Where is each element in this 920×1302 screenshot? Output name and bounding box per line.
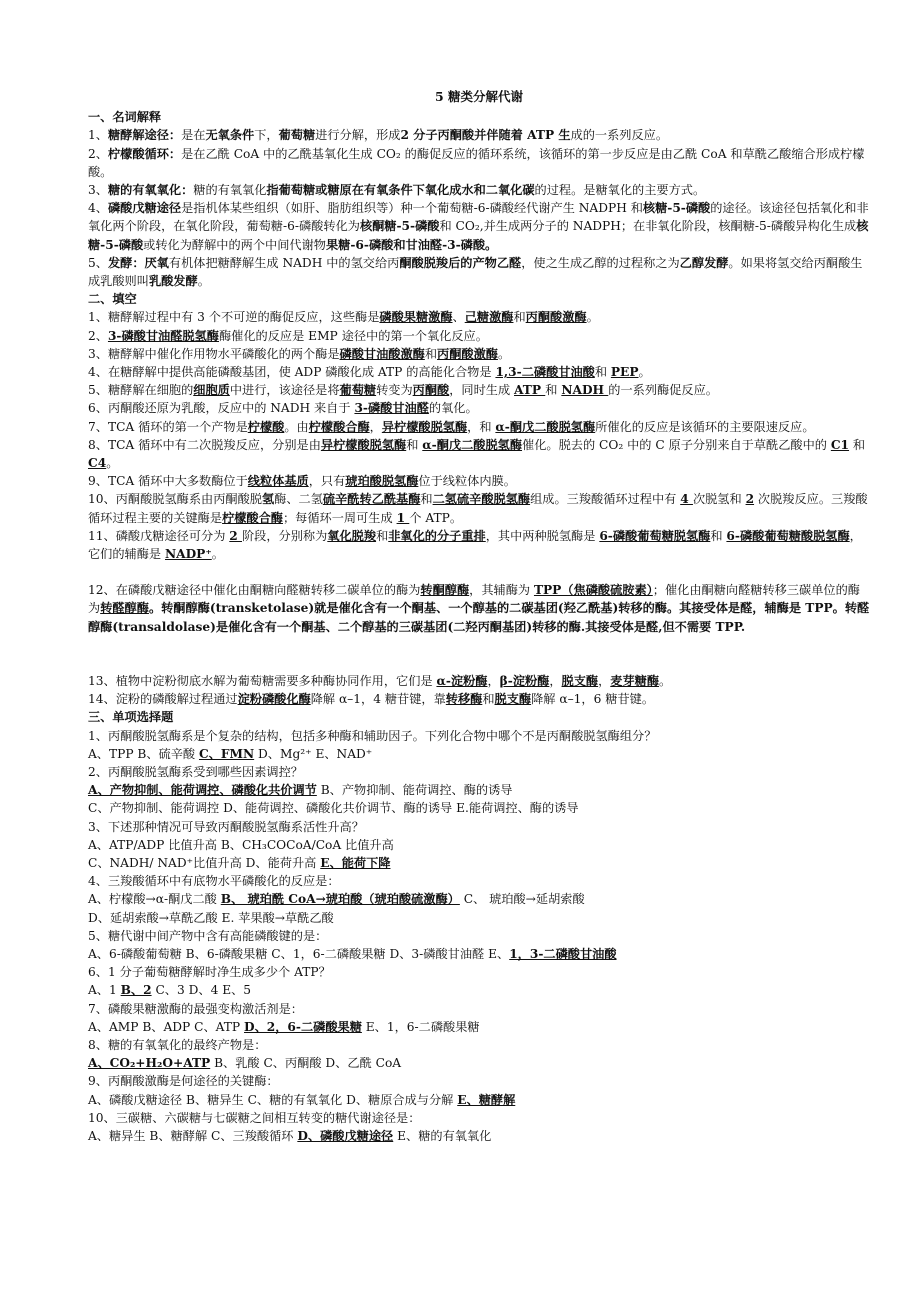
fill-in-item bbox=[88, 472, 870, 490]
text-run: 13、植物中淀粉彻底水解为葡萄糖需要多种酶协同作用，它们是 bbox=[88, 673, 437, 688]
answer-text: B、 琥珀酰 CoA→琥珀酸（琥珀酸硫激酶） bbox=[220, 892, 460, 907]
text-run: ，同时生成 bbox=[449, 383, 515, 398]
text-run: 有机体把糖酵解生成 NADH 中的氢交给丙 bbox=[168, 255, 400, 270]
answer-text: 丙酮酸激酶 bbox=[437, 346, 498, 361]
choice-line bbox=[88, 890, 870, 908]
text-run: 个 ATP。 bbox=[409, 510, 463, 525]
text-run: 和 CO₂,并生成两分子的 NADPH；在非氧化阶段，核酮糖-5-磷酸异构化生成 bbox=[439, 219, 857, 234]
choice-line bbox=[88, 1127, 870, 1145]
answer-text: 1，3-二磷酸甘油酸 bbox=[509, 946, 617, 961]
text-run: A、柠檬酸→α-酮戊二酸 bbox=[88, 892, 221, 907]
choice-line bbox=[88, 1018, 870, 1036]
text-run: B、乳酸 C、丙酮酸 D、乙酰 CoA bbox=[210, 1056, 402, 1071]
text-run: ，其辅酶为 bbox=[469, 583, 534, 598]
choice-line bbox=[88, 727, 870, 745]
definitions-list bbox=[88, 126, 870, 290]
text-run: 3、下述那种情况可导致丙酮酸脱氢酶系活性升高？ bbox=[88, 819, 364, 834]
answer-text: PEP bbox=[610, 365, 639, 380]
text-run: C、3 D、4 E、5 bbox=[151, 983, 252, 998]
answer-text: C、FMN bbox=[198, 746, 255, 761]
answer-text: C1 bbox=[830, 437, 850, 452]
text-run: A、糖异生 B、糖酵解 C、三羧酸循环 bbox=[88, 1128, 298, 1143]
answer-text: 1 bbox=[396, 510, 410, 525]
text-run: 进行分解，形成 bbox=[315, 128, 401, 143]
bold-text: 柠檬酸循环： bbox=[107, 146, 182, 161]
text-run: C、NADH/ NAD⁺比值升高 D、能荷升高 bbox=[88, 855, 321, 870]
choice-line bbox=[88, 1036, 870, 1054]
answer-text: 6-磷酸葡萄糖酸脱氢酶 bbox=[726, 528, 850, 543]
text-run: 。 bbox=[211, 547, 224, 562]
text-run: D、Mg²⁺ E、NAD⁺ bbox=[254, 746, 373, 761]
text-run: D、延胡索酸→草酰乙酸 E. 苹果酸→草酰乙酸 bbox=[88, 910, 334, 925]
answer-text: NADH bbox=[561, 383, 609, 398]
text-run: ，使之生成乙醇的过程称之为 bbox=[521, 255, 680, 270]
text-run: 阶段，分别称为 bbox=[242, 528, 328, 543]
bold-text: 糖的有氧氧化： bbox=[107, 183, 194, 198]
answer-text: β-淀粉酶 bbox=[499, 673, 550, 688]
text-run: ， bbox=[487, 673, 500, 688]
text-run: 催化。脱去的 CO₂ 中的 C 原子分别来自于草酰乙酸中的 bbox=[522, 437, 831, 452]
fill-in-item bbox=[88, 363, 870, 381]
text-run: 。由 bbox=[284, 419, 309, 434]
answer-text: 淀粉磷酸化酶 bbox=[237, 692, 311, 707]
answer-text: B、2 bbox=[120, 983, 152, 998]
definition-item bbox=[88, 199, 870, 254]
text-run: 中进行，该途径是将 bbox=[229, 383, 340, 398]
text-run: 次脱氢和 bbox=[692, 492, 746, 507]
definition-item bbox=[88, 126, 870, 144]
text-run: 2、 bbox=[88, 328, 108, 343]
bold-text: 核糖-5-磷酸 bbox=[642, 201, 711, 216]
bold-text: 糖酵解途径： bbox=[107, 128, 182, 143]
answer-text: 4 bbox=[680, 492, 693, 507]
answer-text: 丙酮酸 bbox=[412, 383, 450, 398]
bold-text: 。转酮醇酶(transketolase)就是催化含有一个酮基、一个醇基的二碳基团(羟乙酰基)转移的酶。其接受体是醛，辅酶是 TPP。转醛醇酶(transaldolase)是催化含有一个酮基、二个醇基的三碳基团(二羟丙酮基团)转移的酶.其接受体是醛,但不需要 TPP. bbox=[88, 601, 870, 634]
text-run: 8、TCA 循环中有二次脱羧反应，分别是由 bbox=[88, 437, 321, 452]
text-run: E、1，6-二磷酸果糖 bbox=[361, 1019, 480, 1034]
text-run: A、6-磷酸葡萄糖 B、6-磷酸果糖 C、1，6-二磷酸果糖 D、3-磷酸甘油醛 E、 bbox=[88, 946, 510, 961]
answer-text: 异柠檬酸脱氢酶 bbox=[381, 419, 468, 434]
text-run: 1、糖酵解过程中有 3 个不可逆的酶促反应，这些酶是 bbox=[88, 310, 380, 325]
text-run: C、产物抑制、能荷调控 D、能荷调控、磷酸化共价调节、酶的诱导 E.能荷调控、酶的诱导 bbox=[88, 801, 579, 816]
fill-in-item bbox=[88, 381, 870, 399]
choice-line bbox=[88, 1109, 870, 1127]
text-run: 5、糖代谢中间产物中含有高能磷酸键的是： bbox=[88, 928, 328, 943]
text-run: A、AMP B、ADP C、ATP bbox=[88, 1019, 244, 1034]
text-run: 5、 bbox=[88, 255, 108, 270]
answer-text: α-酮戊二酸脱氢酶 bbox=[495, 419, 596, 434]
text-run: 11、磷酸戊糖途径可分为 bbox=[88, 528, 230, 543]
text-run: 9、TCA 循环中大多数酶位于 bbox=[88, 474, 248, 489]
answer-text: 2 bbox=[745, 492, 755, 507]
choice-line bbox=[88, 1072, 870, 1090]
choice-line bbox=[88, 763, 870, 781]
text-run: A、磷酸戊糖途径 B、糖异生 C、糖的有氧氧化 D、糖原合成与分解 bbox=[88, 1092, 458, 1107]
answer-text: 转醛醇酶 bbox=[100, 601, 149, 616]
answer-text: 转移酶 bbox=[445, 692, 483, 707]
choice-line bbox=[88, 981, 870, 999]
section-heading-fill-in: 二、填空 bbox=[88, 292, 137, 307]
answer-text: D、磷酸戊糖途径 bbox=[297, 1128, 394, 1143]
fill-in-item bbox=[88, 581, 870, 636]
text-run: B、产物抑制、能荷调控、酶的诱导 bbox=[316, 783, 513, 798]
answer-text: 麦芽糖酶 bbox=[610, 673, 660, 688]
answer-text: 线粒体基质 bbox=[247, 474, 309, 489]
bold-text: 2 分子丙酮酸并伴随着 ATP 生 bbox=[400, 128, 571, 143]
definition-item bbox=[88, 145, 870, 181]
choice-line bbox=[88, 1054, 870, 1072]
text-run: 。如果将氢交给丙酮酸生成乳酸则叫 bbox=[88, 255, 863, 289]
fill-in-item bbox=[88, 672, 870, 690]
text-run: 。 bbox=[638, 365, 651, 380]
text-run: 10、丙酮酸脱氢酶系由丙酮酸脱 bbox=[88, 492, 262, 507]
text-run: 是指机体某些组织（如肝、脂肪组织等）种一个葡萄糖-6-磷酸经代谢产生 NADPH 和 bbox=[181, 201, 643, 216]
text-run: 转变为 bbox=[376, 383, 413, 398]
text-run: A、TPP B、硫辛酸 bbox=[88, 746, 199, 761]
fill-in-item bbox=[88, 527, 870, 563]
choice-line bbox=[88, 945, 870, 963]
answer-text: 丙酮酸激酶 bbox=[525, 310, 587, 325]
text-run: 1、丙酮酸脱氢酶系是个复杂的结构，包括多种酶和辅助因子。下列化合物中哪个不是丙酮酸脱氢酶组分？ bbox=[88, 728, 657, 743]
text-run: 和 bbox=[482, 692, 495, 707]
text-run: 3、 bbox=[88, 183, 108, 198]
text-run: 。 bbox=[659, 673, 672, 688]
answer-text: 非氧化的分子重排 bbox=[388, 528, 486, 543]
text-run: ；催化由酮糖向醛糖转移三碳单位的酶为 bbox=[88, 583, 860, 616]
text-run: 的途径。该途径包括氧化和非氧化两个阶段，在氧化阶段，葡萄糖-6-磷酸转化为 bbox=[88, 201, 869, 234]
text-run: 6、丙酮酸还原为乳酸，反应中的 NADH 来自于 bbox=[88, 401, 355, 416]
bold-text: 氢 bbox=[261, 492, 275, 507]
bold-text: 无氧条件 bbox=[205, 128, 255, 143]
text-run: 降解 α–1，4 糖苷键，靠 bbox=[310, 692, 446, 707]
text-run: 8、糖的有氧氧化的最终产物是： bbox=[88, 1037, 267, 1052]
text-run: ， bbox=[369, 419, 382, 434]
text-run: 是在 bbox=[181, 128, 206, 143]
bold-text: 核糖-5-磷酸 bbox=[88, 219, 869, 252]
text-run: 糖的有氧氧化 bbox=[193, 183, 267, 198]
text-run: 。 bbox=[197, 274, 210, 289]
choice-question-list bbox=[88, 727, 870, 1146]
text-run: A、ATP/ADP 比值升高 B、CH₃COCoA/CoA 比值升高 bbox=[88, 837, 394, 852]
text-run: 5、糖酵解在细胞的 bbox=[88, 383, 194, 398]
text-run: 9、丙酮酸激酶是何途径的关键酶： bbox=[88, 1074, 279, 1089]
text-run: 酶催化的反应是 EMP 途径中的第一个氧化反应。 bbox=[219, 328, 488, 343]
choice-line bbox=[88, 872, 870, 890]
fill-in-item bbox=[88, 399, 870, 417]
answer-text: 磷酸果糖激酶 bbox=[379, 310, 453, 325]
fill-in-list bbox=[88, 308, 870, 708]
answer-text: A、产物抑制、能荷调控、磷酸化共价调节 bbox=[88, 783, 317, 798]
text-run: 和 bbox=[710, 528, 727, 543]
text-run: 4、 bbox=[88, 201, 108, 216]
text-run: 下， bbox=[254, 128, 279, 143]
bold-text: 指葡萄糖或糖原在有氧条件下氧化成水和二氧化碳 bbox=[266, 183, 535, 198]
definition-item bbox=[88, 254, 870, 290]
text-run: 。 bbox=[106, 456, 119, 471]
choice-line bbox=[88, 1000, 870, 1018]
answer-text: 硫辛酰转乙酰基酶 bbox=[322, 492, 421, 507]
text-run: 和 bbox=[545, 383, 562, 398]
bold-text: 乙醇发酵 bbox=[679, 255, 729, 270]
text-run: 降解 α–1，6 糖苷键。 bbox=[531, 692, 655, 707]
answer-text: A、CO₂+H₂O+ATP bbox=[88, 1056, 211, 1071]
answer-text: C4 bbox=[88, 456, 107, 471]
answer-text: 2 bbox=[229, 528, 242, 543]
text-run: 是在乙酰 CoA 中的乙酰基氧化生成 CO₂ 的酶促反应的循环系统，该循环的第一步反应是由乙酰 CoA 和草酰乙酸缩合形成柠檬酸。 bbox=[88, 146, 865, 179]
answer-text: 葡萄糖 bbox=[339, 383, 377, 398]
text-run: 14、淀粉的磷酸解过程通过 bbox=[88, 692, 238, 707]
answer-text: ATP bbox=[514, 383, 546, 398]
text-run: 和 bbox=[424, 346, 438, 361]
answer-text: α-淀粉酶 bbox=[436, 673, 488, 688]
choice-line bbox=[88, 927, 870, 945]
text-run: 、 bbox=[452, 310, 465, 325]
answer-text: TPP（焦磷酸硫胺素） bbox=[533, 583, 653, 598]
text-run: ， bbox=[549, 673, 562, 688]
bold-text: 磷酸戊糖途径 bbox=[107, 201, 182, 216]
text-run: 的一系列酶促反应。 bbox=[608, 383, 718, 398]
text-run: ，和 bbox=[467, 419, 496, 434]
answer-text: 磷酸甘油酸激酶 bbox=[339, 346, 425, 361]
text-run: C、 琥珀酸→延胡索酸 bbox=[459, 892, 585, 907]
answer-text: D、2，6-二磷酸果糖 bbox=[244, 1019, 362, 1034]
text-run: 2、丙酮酸脱氢酶系受到哪些因素调控？ bbox=[88, 764, 303, 779]
answer-text: 转酮醇酶 bbox=[420, 583, 470, 598]
answer-text: 琥珀酸脱氢酶 bbox=[345, 474, 419, 489]
bold-text: 果糖-6-磷酸和甘油醛-3-磷酸。 bbox=[325, 237, 498, 252]
text-run: 或转化为酵解中的两个中间代谢物 bbox=[143, 237, 326, 252]
text-run: 酶、二氢 bbox=[274, 492, 323, 507]
text-run: 7、磷酸果糖激酶的最强变构激活剂是： bbox=[88, 1001, 303, 1016]
text-run: 和 bbox=[376, 528, 389, 543]
choice-line bbox=[88, 781, 870, 799]
spacer bbox=[88, 563, 870, 581]
answer-text: 二氢硫辛酸脱氢酶 bbox=[432, 492, 531, 507]
bold-text: 葡萄糖 bbox=[278, 128, 316, 143]
text-run: ，其中两种脱氢酶是 bbox=[485, 528, 600, 543]
answer-text: 细胞质 bbox=[193, 383, 230, 398]
text-run: A、1 bbox=[88, 983, 121, 998]
text-run: 次脱羧反应。三羧酸循环过程主要的关键酶是 bbox=[88, 492, 868, 525]
choice-line bbox=[88, 836, 870, 854]
text-run: 4、在糖酵解中提供高能磷酸基团，使 ADP 磷酸化成 ATP 的高能化合物是 bbox=[88, 365, 496, 380]
bold-text: 核酮糖-5-磷酸 bbox=[359, 219, 440, 234]
fill-in-item bbox=[88, 345, 870, 363]
choice-line bbox=[88, 854, 870, 872]
text-run: 和 bbox=[594, 365, 611, 380]
answer-text: 3-磷酸甘油醛 bbox=[354, 401, 429, 416]
choice-line bbox=[88, 745, 870, 763]
answer-text: E、能荷下降 bbox=[320, 855, 391, 870]
text-run: 和 bbox=[513, 310, 526, 325]
answer-text: NADP⁺ bbox=[165, 547, 212, 562]
text-run: 所催化的反应是该循环的主要限速反应。 bbox=[595, 419, 815, 434]
choice-line bbox=[88, 909, 870, 927]
page-title: 5 糖类分解代谢 bbox=[434, 89, 524, 104]
section-heading-choice: 三、单项选择题 bbox=[88, 710, 174, 725]
text-run: 。 bbox=[586, 310, 599, 325]
fill-in-item bbox=[88, 436, 870, 472]
text-run: 成的一系列反应。 bbox=[570, 128, 669, 143]
answer-text: 1,3-二磷酸甘油酸 bbox=[495, 365, 595, 380]
text-run: ，只有 bbox=[308, 474, 346, 489]
text-run: 6、1 分子葡萄糖酵解时净生成多少个 ATP？ bbox=[88, 965, 331, 980]
answer-text: 柠檬酸合酶 bbox=[222, 510, 283, 525]
text-run: 4、三羧酸循环中有底物水平磷酸化的反应是： bbox=[88, 874, 340, 889]
answer-text: 异柠檬酸脱氢酶 bbox=[320, 437, 407, 452]
answer-text: E、糖酵解 bbox=[457, 1092, 516, 1107]
answer-text: 6-磷酸葡萄糖脱氢酶 bbox=[599, 528, 711, 543]
text-run: ，它们的辅酶是 bbox=[88, 528, 862, 562]
fill-in-item bbox=[88, 690, 870, 708]
choice-line bbox=[88, 963, 870, 981]
answer-text: 柠檬酸合酶 bbox=[308, 419, 370, 434]
text-run: 12、在磷酸戊糖途径中催化由酮糖向醛糖转移二碳单位的酶为 bbox=[88, 583, 421, 598]
text-run: 组成。三羧酸循环过程中有 bbox=[530, 492, 681, 507]
text-run: 和 bbox=[849, 437, 866, 452]
text-run: 的过程。是糖氧化的主要方式。 bbox=[534, 183, 706, 198]
text-run: E、糖的有氧氧化 bbox=[393, 1128, 492, 1143]
choice-line bbox=[88, 799, 870, 817]
answer-text: 脱支酶 bbox=[494, 692, 532, 707]
bold-text: 酮酸脱羧后的产物乙醛 bbox=[399, 255, 522, 270]
fill-in-item bbox=[88, 490, 870, 526]
answer-text: 脱支酶 bbox=[561, 673, 599, 688]
fill-in-item bbox=[88, 308, 870, 326]
answer-text: 3-磷酸甘油醛脱氢酶 bbox=[107, 328, 219, 343]
text-run: 和 bbox=[420, 492, 433, 507]
choice-line bbox=[88, 818, 870, 836]
answer-text: α-酮戊二酸脱氢酶 bbox=[422, 437, 523, 452]
text-run: 的氧化。 bbox=[428, 401, 478, 416]
text-run: 。 bbox=[497, 346, 511, 361]
answer-text: 己糖激酶 bbox=[464, 310, 514, 325]
text-run: 位于线粒体内膜。 bbox=[418, 474, 516, 489]
spacer bbox=[88, 636, 870, 672]
section-heading-definitions: 一、名词解释 bbox=[88, 110, 162, 125]
bold-text: 发酵：厌氧 bbox=[107, 255, 169, 270]
choice-line bbox=[88, 1091, 870, 1109]
definition-item bbox=[88, 181, 870, 199]
fill-in-item bbox=[88, 418, 870, 436]
text-run: 10、三碳糖、六碳糖与七碳糖之间相互转变的糖代谢途径是： bbox=[88, 1110, 421, 1125]
text-run: 和 bbox=[406, 437, 423, 452]
text-run: ， bbox=[598, 673, 611, 688]
text-run: 1、 bbox=[88, 128, 108, 143]
text-run: ；每循环一周可生成 bbox=[283, 510, 397, 525]
text-run: 7、TCA 循环的第一个产物是 bbox=[88, 419, 248, 434]
bold-text: 乳酸发酵 bbox=[148, 274, 198, 289]
text-run: 3、糖酵解中催化作用物水平磷酸化的两个酶是 bbox=[88, 346, 340, 361]
answer-text: 氧化脱羧 bbox=[327, 528, 377, 543]
answer-text: 柠檬酸 bbox=[247, 419, 285, 434]
fill-in-item bbox=[88, 327, 870, 345]
text-run: 2、 bbox=[88, 146, 108, 161]
